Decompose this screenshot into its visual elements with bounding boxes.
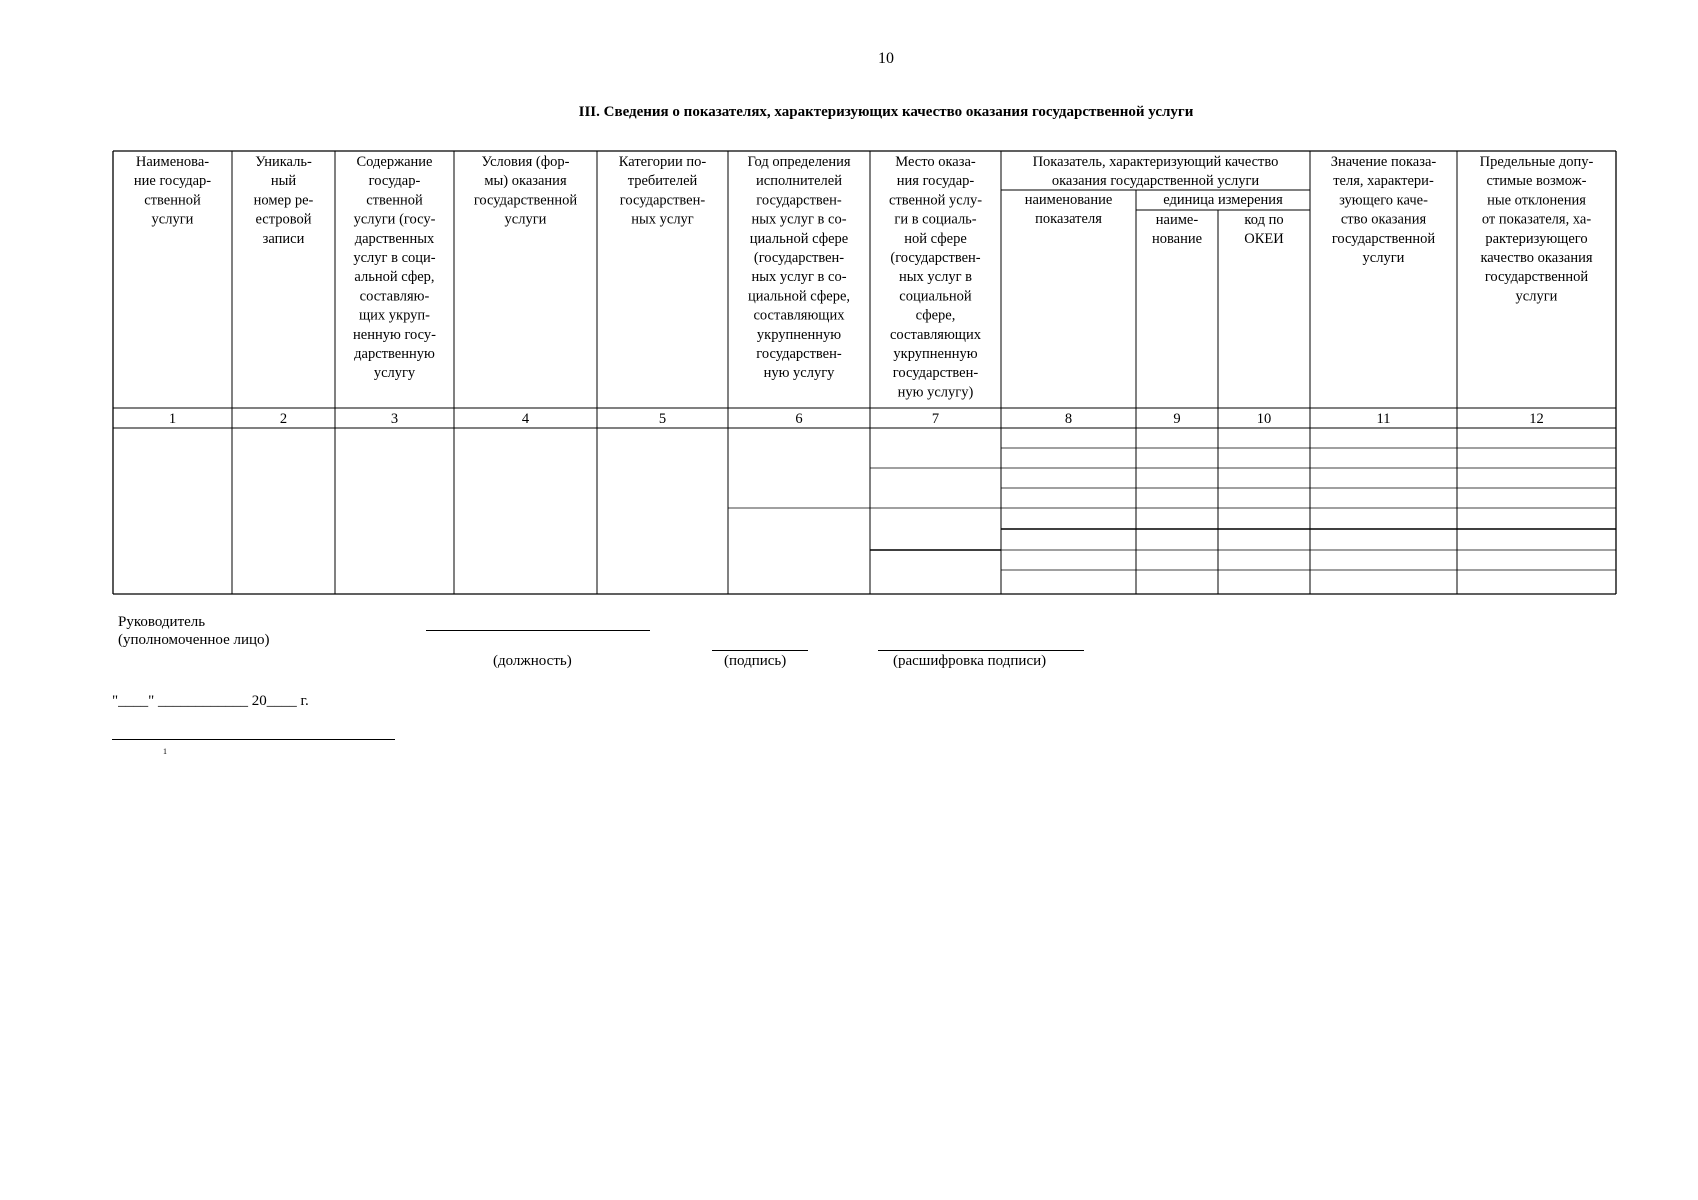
signature-line [712,650,808,651]
indicators-table-grid [112,150,1617,596]
header-text: государственной [1484,269,1589,286]
header-text: составляющих [889,326,982,343]
header-text: ние государ- [133,173,212,190]
position-line [426,630,650,631]
header-text: наиме- [1155,212,1199,228]
header-text: Значение показа- [1330,154,1437,170]
header-text: государственной [1331,230,1436,247]
column-number: 9 [1173,411,1181,427]
head-label: Руководитель [118,614,206,630]
header-text: составляю- [359,288,430,305]
header-text: качество оказания [1480,250,1593,266]
header-text: оказания государственной услуги [1051,173,1260,190]
header-text: Год определения [747,154,851,170]
header-text: государствен- [756,346,842,362]
header-text: услуги [1362,250,1405,266]
header-text: ненную госу- [353,326,436,343]
column-number: 1 [168,411,177,427]
column-number: 12 [1529,411,1544,427]
header-text: исполнителей [756,173,842,190]
header-text: укрупненную [893,346,978,362]
header-text: дарственных [354,230,435,247]
section-title: III. Сведения о показателях, характеризующих качество оказания государственной услуги [578,104,1194,120]
header-text: ных услуг [631,211,694,228]
header-text: Предельные допу- [1479,154,1594,170]
header-text: мы) оказания [484,173,567,190]
header-text: от показателя, ха- [1481,211,1592,228]
header-text: ственной [366,192,423,209]
header-text: записи [262,230,305,247]
column-number: 6 [795,411,803,427]
header-text: теля, характери- [1333,173,1434,190]
header-text: дарственную [354,346,435,362]
header-text: ную услугу) [897,384,974,401]
header-text: Наименова- [135,154,210,170]
header-text: государ- [368,173,421,190]
header-text: государствен- [619,192,706,209]
indicators-table [112,150,1617,601]
column-number: 11 [1376,411,1391,427]
header-text: ных услуг в со- [751,269,847,286]
header-text: циальной сфере, [747,288,851,305]
header-text: Содержание [356,154,433,170]
header-text: ственной [144,192,201,209]
header-text: сфере, [915,307,956,324]
header-text: ной сфере [904,230,967,247]
footnote-marker: 1 [163,747,167,756]
column-number: 2 [279,411,288,427]
column-number: 5 [658,411,667,427]
header-text: Место оказа- [895,154,976,170]
header-text: нование [1151,231,1203,248]
header-text: социальной [899,288,972,305]
column-number: 3 [390,411,399,427]
header-text: наименование [1024,192,1113,208]
header-text: услугу [373,365,416,382]
header-text: услуги [1515,288,1558,305]
header-text: стимые возмож- [1486,173,1587,190]
column-number: 8 [1064,411,1073,427]
column-number: 4 [521,411,530,427]
header-text: ный [270,173,297,190]
header-text: альной сфер, [354,269,435,286]
header-text: (государствен- [753,250,845,266]
header-text: услуги (госу- [353,211,436,228]
header-text: государствен- [892,365,979,382]
column-number: 10 [1256,411,1272,427]
header-text: код по [1244,212,1284,228]
header-text: услуги [504,211,547,228]
header-text: требителей [627,173,698,190]
date-line: "____" ____________ 20____ г. [112,693,309,709]
header-text: ных услуг в со- [751,211,847,228]
header-text: показателя [1035,211,1102,228]
header-text: ные отклонения [1487,192,1586,209]
page-number: 10 [878,50,894,67]
column-number: 7 [931,411,940,427]
decryption-caption: (расшифровка подписи) [893,653,1047,669]
head-label-subtitle: (уполномоченное лицо) [118,632,270,648]
header-text: ных услуг в [899,269,972,286]
header-text: номер ре- [253,192,314,209]
header-text: государствен- [756,192,842,209]
header-text: ную услугу [763,365,835,382]
header-text: единица измерения [1163,192,1283,208]
header-text: услуг в соци- [353,250,436,266]
header-text: государственной [473,192,578,209]
signature-caption: (подпись) [724,653,787,669]
header-text: ОКЕИ [1244,231,1284,248]
header-text: Показатель, характеризующий качество [1032,154,1279,170]
header-text: ния государ- [896,173,975,190]
header-text: циальной сфере [749,230,849,247]
header-text: рактеризующего [1485,230,1588,247]
header-text: естровой [255,211,312,228]
header-text: ство оказания [1340,211,1427,228]
header-text: составляющих [753,307,845,324]
header-text: щих укруп- [359,307,430,324]
decryption-line [878,650,1084,651]
header-text: Условия (фор- [481,154,570,170]
header-text: Категории по- [618,154,707,170]
header-text: Уникаль- [255,154,312,170]
header-text: (государствен- [890,250,981,266]
header-text: ги в социаль- [894,211,977,228]
header-text: услуги [151,211,194,228]
header-text: укрупненную [756,326,842,343]
position-caption: (должность) [493,653,572,669]
header-text: ственной услу- [888,192,983,209]
footnote-separator [112,739,395,740]
header-text: зующего каче- [1339,192,1428,209]
